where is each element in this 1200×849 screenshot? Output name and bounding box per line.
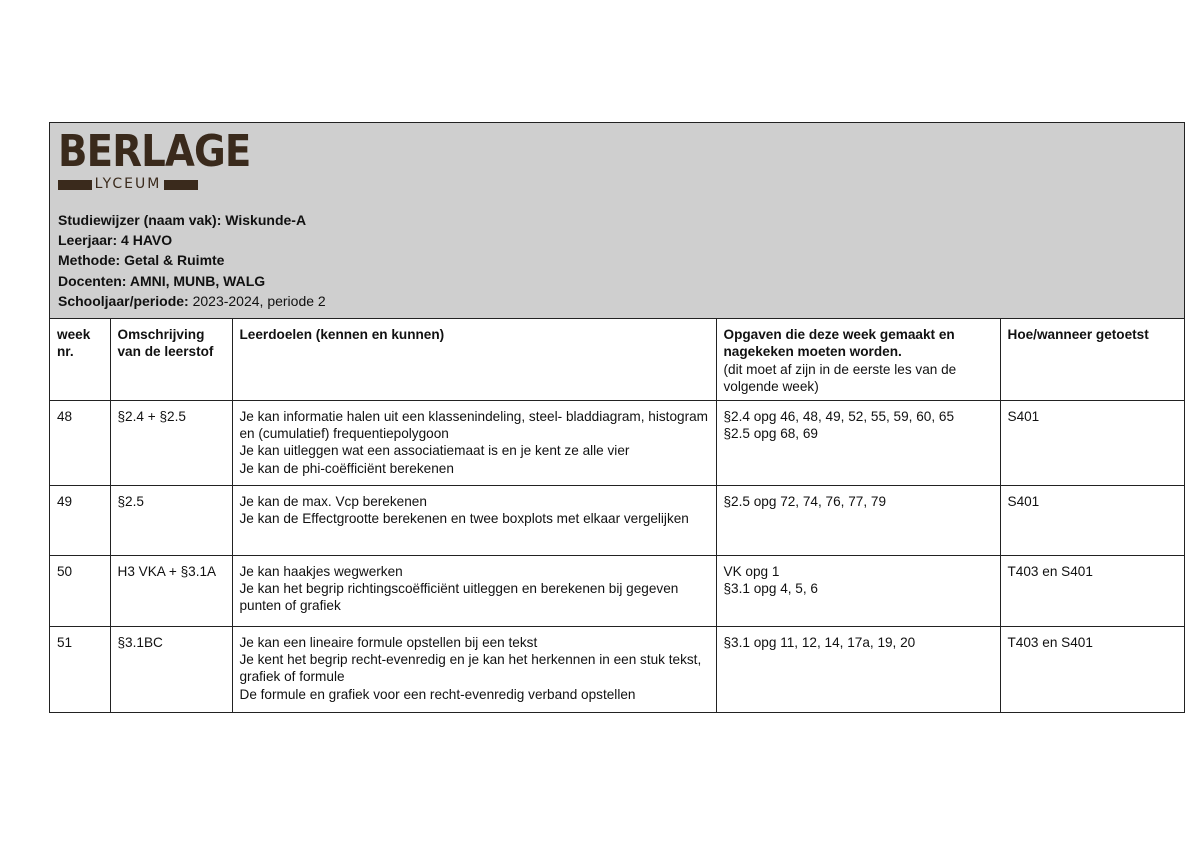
opgaven-line: §2.5 opg 68, 69 xyxy=(723,426,818,442)
logo-sub-text: LYCEUM xyxy=(94,176,162,192)
meta-docenten-value: AMNI, MUNB, WALG xyxy=(129,272,266,289)
cell-week: 48 xyxy=(50,400,110,485)
logo-sub xyxy=(58,176,198,193)
table-row xyxy=(50,485,1184,555)
cell-week: 49 xyxy=(50,485,110,555)
meta-leerjaar-label: Leerjaar: xyxy=(58,232,122,249)
cell-opgaven xyxy=(716,626,1000,712)
cell-omschrijving: H3 VKA + §3.1A xyxy=(110,555,232,626)
cell-omschrijving: §2.4 + §2.5 xyxy=(110,400,232,485)
leerdoel-line: De formule en grafiek voor een recht-evenredig verband opstellen xyxy=(239,686,636,702)
header-week: week nr. xyxy=(50,319,110,400)
logo-bar-right xyxy=(164,180,198,190)
cell-getoetst: T403 en S401 xyxy=(1000,555,1184,626)
opgaven-line: §2.5 opg 72, 74, 76, 77, 79 xyxy=(723,493,887,509)
meta-docenten xyxy=(58,271,326,291)
logo-main-text: BERLAGE xyxy=(58,126,251,177)
meta-methode xyxy=(58,250,326,270)
cell-week: 50 xyxy=(50,555,110,626)
cell-week: 51 xyxy=(50,626,110,712)
cell-opgaven xyxy=(716,400,1000,485)
logo-bar-left xyxy=(58,180,92,190)
opgaven-line: §3.1 opg 11, 12, 14, 17a, 19, 20 xyxy=(723,634,916,650)
opgaven-line: §2.4 opg 46, 48, 49, 52, 55, 59, 60, 65 xyxy=(723,408,955,424)
leerdoel-line: Je kan de Effectgrootte berekenen en twee boxplots met elkaar vergelijken xyxy=(239,511,689,527)
meta-methode-value: Getal & Ruimte xyxy=(124,252,225,269)
leerdoel-line: Je kent het begrip recht-evenredig en je kan het herkennen in een stuk tekst, grafiek of formule xyxy=(239,652,702,685)
table-row xyxy=(50,555,1184,626)
header-omschrijving: Omschrijving van de leerstof xyxy=(110,319,232,400)
document-header xyxy=(50,123,1184,319)
cell-omschrijving: §2.5 xyxy=(110,485,232,555)
header-opgaven-title: Opgaven die deze week gemaakt en nagekeken moeten worden. xyxy=(723,327,955,360)
header-getoetst: Hoe/wanneer getoetst xyxy=(1000,319,1184,400)
meta-vak-label: Studiewijzer (naam vak): xyxy=(58,212,226,228)
header-opgaven xyxy=(716,319,1000,400)
leerdoel-line: Je kan informatie halen uit een klassenindeling, steel- bladdiagram, histogram en (cumulatief) frequentiepolygoon xyxy=(239,408,708,442)
leerdoel-line: Je kan het begrip richtingscoëfficiënt uitleggen en berekenen bij gegeven punten of grafiek xyxy=(239,581,679,614)
cell-leerdoelen xyxy=(232,400,716,485)
opgaven-line: §3.1 opg 4, 5, 6 xyxy=(723,581,818,597)
cell-getoetst: T403 en S401 xyxy=(1000,626,1184,712)
meta-schooljaar-label: Schooljaar/periode: xyxy=(58,292,193,309)
leerdoel-line: Je kan de max. Vcp berekenen xyxy=(239,493,427,509)
leerdoel-line: Je kan de phi-coëfficiënt berekenen xyxy=(239,460,454,476)
meta-vak-value: Wiskunde-A xyxy=(225,212,307,228)
header-leerdoelen: Leerdoelen (kennen en kunnen) xyxy=(232,319,716,400)
leerdoel-line: Je kan een lineaire formule opstellen bij een tekst xyxy=(239,634,538,650)
meta-vak xyxy=(58,210,326,230)
opgaven-line: VK opg 1 xyxy=(723,563,780,579)
study-plan-table xyxy=(50,319,1184,712)
meta-docenten-label: Docenten: xyxy=(58,272,130,289)
school-logo xyxy=(58,126,251,195)
table-row xyxy=(50,400,1184,485)
header-opgaven-note: (dit moet af zijn in de eerste les van de volgende week) xyxy=(723,361,957,395)
table-header-row xyxy=(50,319,1184,400)
leerdoel-line: Je kan haakjes wegwerken xyxy=(239,563,403,579)
meta-schooljaar-value: 2023-2024, periode 2 xyxy=(192,292,326,309)
cell-getoetst: S401 xyxy=(1000,485,1184,555)
meta-methode-label: Methode: xyxy=(58,252,125,269)
cell-leerdoelen xyxy=(232,626,716,712)
cell-getoetst: S401 xyxy=(1000,400,1184,485)
cell-leerdoelen xyxy=(232,555,716,626)
leerdoel-line: Je kan uitleggen wat een associatiemaat is en je kent ze alle vier xyxy=(239,443,630,459)
cell-opgaven xyxy=(716,485,1000,555)
cell-opgaven xyxy=(716,555,1000,626)
cell-omschrijving: §3.1BC xyxy=(110,626,232,712)
meta-leerjaar xyxy=(58,230,326,250)
studiewijzer-document xyxy=(49,122,1185,713)
meta-leerjaar-value: 4 HAVO xyxy=(121,232,173,249)
meta-schooljaar xyxy=(58,291,326,311)
course-meta xyxy=(58,210,326,311)
cell-leerdoelen xyxy=(232,485,716,555)
table-row xyxy=(50,626,1184,712)
